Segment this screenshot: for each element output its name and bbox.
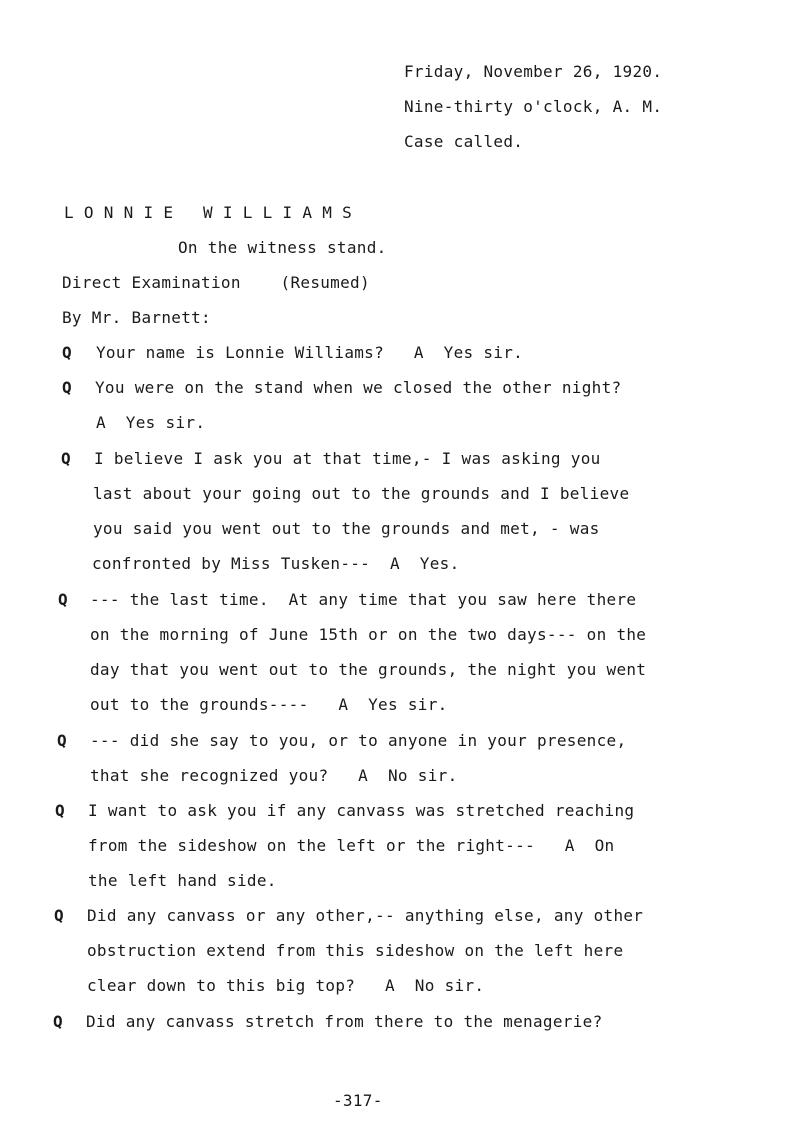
session-date: Friday, November 26, 1920. bbox=[404, 62, 663, 81]
testimony-line: --- the last time. At any time that you saw here there bbox=[90, 590, 637, 609]
testimony-line: that she recognized you? A No sir. bbox=[90, 766, 458, 785]
testimony-line: from the sideshow on the left or the right--- A On bbox=[88, 836, 615, 855]
question-marker: Q bbox=[62, 343, 72, 362]
question-marker: Q bbox=[57, 731, 67, 750]
testimony-line: the left hand side. bbox=[88, 871, 277, 890]
question-marker: Q bbox=[53, 1012, 63, 1031]
testimony-line: Did any canvass stretch from there to the menagerie? bbox=[86, 1012, 603, 1031]
question-marker: Q bbox=[62, 378, 72, 397]
testimony-line: last about your going out to the grounds and I believe bbox=[93, 484, 630, 503]
session-time: Nine-thirty o'clock, A. M. bbox=[404, 97, 663, 116]
examination-type: Direct Examination (Resumed) bbox=[62, 273, 370, 292]
page-number: -317- bbox=[333, 1091, 383, 1110]
question-marker: Q bbox=[61, 449, 71, 468]
witness-name: L O N N I E W I L L I A M S bbox=[64, 203, 353, 222]
question-marker: Q bbox=[55, 801, 65, 820]
examiner-line: By Mr. Barnett: bbox=[62, 308, 211, 327]
testimony-line: Did any canvass or any other,-- anything else, any other bbox=[87, 906, 644, 925]
testimony-line: I believe I ask you at that time,- I was asking you bbox=[94, 449, 601, 468]
testimony-line: --- did she say to you, or to anyone in your presence, bbox=[90, 731, 627, 750]
testimony-line: obstruction extend from this sideshow on the left here bbox=[87, 941, 624, 960]
question-marker: Q bbox=[58, 590, 68, 609]
testimony-line: on the morning of June 15th or on the two days--- on the bbox=[90, 625, 647, 644]
testimony-line: Your name is Lonnie Williams? A Yes sir. bbox=[96, 343, 524, 362]
testimony-line: A Yes sir. bbox=[96, 413, 206, 432]
witness-stand-note: On the witness stand. bbox=[178, 238, 387, 257]
testimony-line: I want to ask you if any canvass was stretched reaching bbox=[88, 801, 635, 820]
testimony-line: you said you went out to the grounds and met, - was bbox=[93, 519, 600, 538]
testimony-line: day that you went out to the grounds, the night you went bbox=[90, 660, 647, 679]
testimony-line: clear down to this big top? A No sir. bbox=[87, 976, 485, 995]
question-marker: Q bbox=[54, 906, 64, 925]
testimony-line: out to the grounds---- A Yes sir. bbox=[90, 695, 448, 714]
testimony-line: You were on the stand when we closed the other night? bbox=[95, 378, 622, 397]
case-status: Case called. bbox=[404, 132, 524, 151]
testimony-line: confronted by Miss Tusken--- A Yes. bbox=[92, 554, 460, 573]
